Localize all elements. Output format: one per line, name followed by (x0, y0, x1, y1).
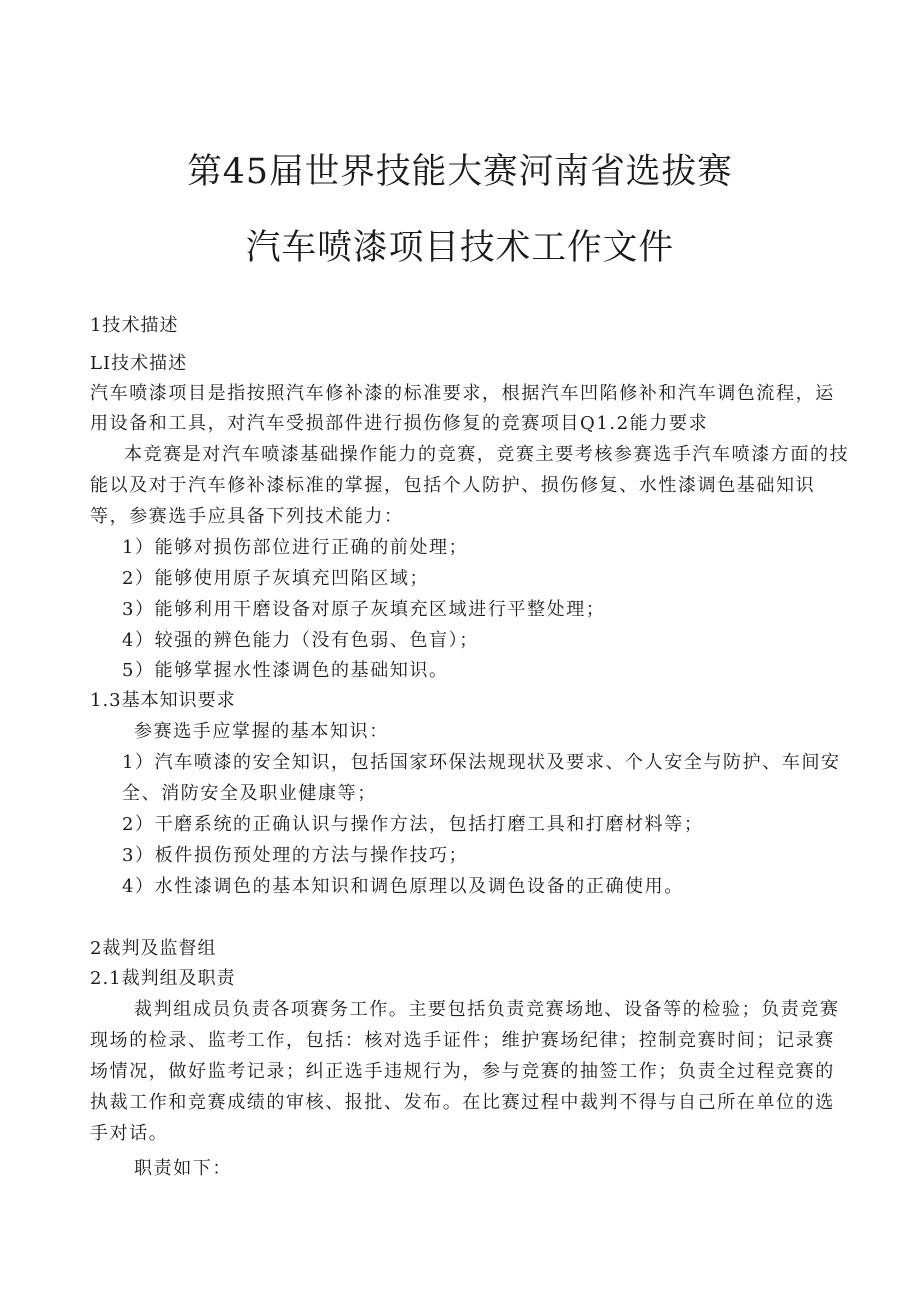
knowledge-item-1-line-1: 1）汽车喷漆的安全知识，包括国家环保法规现状及要求、个人安全与防护、车间安 (122, 752, 841, 773)
paragraph-2-1-line-2: 现场的检录、监考工作，包括：核对选手证件；维护赛场纪律；控制竞赛时间；记录赛 (90, 1030, 835, 1051)
paragraph-2-1-line-1: 裁判组成员负责各项赛务工作。主要包括负责竞赛场地、设备等的检验；负责竞赛 (134, 999, 840, 1020)
paragraph-1-2-line-1: 本竞赛是对汽车喷漆基础操作能力的竞赛，竞赛主要考核参赛选手汽车喷漆方面的技 (124, 444, 850, 465)
section-1-3-heading: 1.3基本知识要求 (90, 690, 236, 711)
knowledge-intro: 参赛选手应掌握的基本知识： (134, 721, 389, 742)
knowledge-item-4: 4）水性漆调色的基本知识和调色原理以及调色设备的正确使用。 (122, 876, 684, 897)
paragraph-1-2-line-2: 能以及对于汽车修补漆标准的掌握，包括个人防护、损伤修复、水性漆调色基础知识 (90, 475, 816, 496)
document-title-line-2: 汽车喷漆项目技术工作文件 (245, 228, 675, 268)
knowledge-item-2: 2）干磨系统的正确认识与操作方法，包括打磨工具和打磨材料等； (122, 814, 704, 835)
section-1-heading: 1技术描述 (90, 315, 179, 336)
duties-label: 职责如下： (134, 1158, 232, 1179)
paragraph-2-1-line-4: 执裁工作和竞赛成绩的审核、报批、发布。在比赛过程中裁判不得与自己所在单位的选 (90, 1092, 835, 1113)
knowledge-item-1-line-2: 全、消防安全及职业健康等； (122, 783, 377, 804)
paragraph-2-1-line-5: 手对话。 (90, 1123, 169, 1144)
section-1-1-heading: LI技术描述 (90, 353, 188, 374)
paragraph-1-1-line-1: 汽车喷漆项目是指按照汽车修补漆的标准要求，根据汽车凹陷修补和汽车调色流程，运 (90, 383, 835, 404)
ability-list-item: 5）能够掌握水性漆调色的基础知识。 (122, 660, 449, 681)
ability-list-item: 2）能够使用原子灰填充凹陷区域； (122, 568, 430, 589)
ability-list-item: 3）能够利用干磨设备对原子灰填充区域进行平整处理； (122, 599, 606, 620)
ability-list-item: 1）能够对损伤部位进行正确的前处理； (122, 537, 469, 558)
section-2-heading: 2裁判及监督组 (90, 938, 217, 959)
paragraph-2-1-line-3: 场情况，做好监考记录；纠正选手违规行为，参与竞赛的抽签工作；负责全过程竞赛的 (90, 1061, 835, 1082)
document-title-line-1: 第45届世界技能大赛河南省选拔赛 (187, 152, 733, 192)
section-2-1-heading: 2.1裁判组及职责 (90, 968, 236, 989)
paragraph-1-1-line-2: 用设备和工具，对汽车受损部件进行损伤修复的竞赛项目Q1.2能力要求 (90, 413, 709, 434)
ability-list-item: 4）较强的辨色能力（没有色弱、色盲）； (122, 630, 479, 651)
paragraph-1-2-line-3: 等，参赛选手应具备下列技术能力： (90, 506, 404, 527)
knowledge-item-3: 3）板件损伤预处理的方法与操作技巧； (122, 845, 469, 866)
